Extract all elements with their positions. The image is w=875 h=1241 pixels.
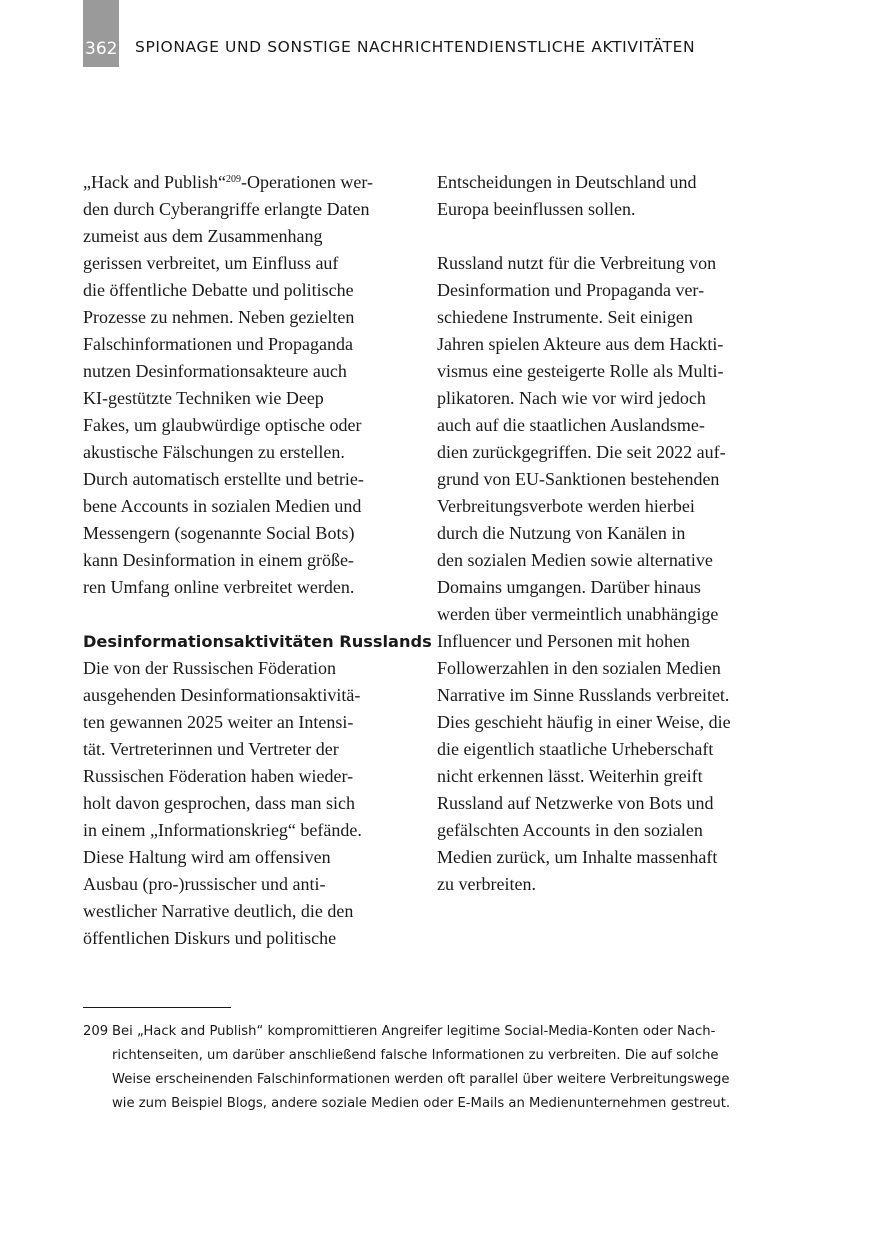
footnote-line: Weise erscheinenden Falschinformationen werden oft parallel über weitere Verbreitungswege — [112, 1072, 730, 1087]
paragraph-line: Die von der Russischen Föderation — [83, 658, 336, 678]
paragraph-line: grund von EU-Sanktionen bestehenden — [437, 469, 720, 489]
paragraph-line: zumeist aus dem Zusammenhang — [83, 226, 323, 246]
paragraph-line: durch die Nutzung von Kanälen in — [437, 523, 686, 543]
page-number-box — [83, 0, 119, 67]
paragraph-line: den durch Cyberangriffe erlangte Daten — [83, 199, 370, 219]
page-number: 362 — [85, 39, 118, 59]
paragraph-line: holt davon gesprochen, dass man sich — [83, 793, 355, 813]
paragraph-line: Domains umgangen. Darüber hinaus — [437, 577, 701, 597]
paragraph-line: vismus eine gesteigerte Rolle als Multi- — [437, 361, 724, 381]
paragraph-spacer — [437, 223, 767, 250]
paragraph-line: die eigentlich staatliche Urheberschaft — [437, 739, 714, 759]
paragraph-line: kann Desinformation in einem größe- — [83, 550, 354, 570]
paragraph-line: werden über vermeintlich unabhängige — [437, 604, 719, 624]
paragraph-line: akustische Fälschungen zu erstellen. — [83, 442, 345, 462]
paragraph-line: plikatoren. Nach wie vor wird jedoch — [437, 388, 706, 408]
hack-and-publish-term: „Hack and Publish“ — [83, 172, 226, 192]
paragraph — [83, 196, 418, 601]
paragraph-line: nicht erkennen lässt. Weiterhin greift — [437, 766, 703, 786]
paragraph-line: den sozialen Medien sowie alternative — [437, 550, 713, 570]
paragraph-line: Narrative im Sinne Russlands verbreitet. — [437, 685, 730, 705]
paragraph-line: Medien zurück, um Inhalte massenhaft — [437, 847, 718, 867]
section-heading: Desinformationsaktivitäten Russlands — [83, 632, 432, 651]
paragraph-line: Durch automatisch erstellte und betrie- — [83, 469, 364, 489]
paragraph-line: die öffentliche Debatte und politische — [83, 280, 354, 300]
paragraph-line: Influencer und Personen mit hohen — [437, 631, 690, 651]
paragraph-line: dien zurückgegriffen. Die seit 2022 auf- — [437, 442, 726, 462]
footnote-separator — [83, 1007, 231, 1008]
footnote-reference[interactable]: 209 — [225, 174, 241, 185]
paragraph-line: Ausbau (pro-)russischer und anti- — [83, 874, 326, 894]
running-header: SPIONAGE UND SONSTIGE NACHRICHTENDIENSTLICHE AKTIVITÄTEN — [135, 38, 696, 56]
paragraph-line: Falschinformationen und Propaganda — [83, 334, 353, 354]
paragraph-line: auch auf die staatlichen Auslandsme- — [437, 415, 705, 435]
paragraph-line: bene Accounts in sozialen Medien und — [83, 496, 362, 516]
paragraph — [83, 655, 418, 952]
footnote-text: Bei „Hack and Publish“ kompromittieren Angreifer legitime Social-Media-Konten oder Nach- — [112, 1024, 716, 1039]
left-column — [83, 169, 432, 952]
paragraph-line: Prozesse zu nehmen. Neben gezielten — [83, 307, 355, 327]
paragraph-line: Russland auf Netzwerke von Bots und — [437, 793, 714, 813]
paragraph-line: nutzen Desinformationsakteure auch — [83, 361, 347, 381]
paragraph-line: Fakes, um glaubwürdige optische oder — [83, 415, 362, 435]
paragraph-line: ten gewannen 2025 weiter an Intensi- — [83, 712, 354, 732]
paragraph-line: tät. Vertreterinnen und Vertreter der — [83, 739, 339, 759]
paragraph-line: Entscheidungen in Deutschland und — [437, 172, 697, 192]
paragraph-line: Russischen Föderation haben wieder- — [83, 766, 354, 786]
paragraph-line: ren Umfang online verbreitet werden. — [83, 577, 355, 597]
paragraph-line: Europa beeinflussen sollen. — [437, 199, 636, 219]
footnote-number: 209 — [83, 1024, 109, 1039]
paragraph-line: gefälschten Accounts in den sozialen — [437, 820, 703, 840]
paragraph-spacer — [83, 601, 418, 628]
paragraph-line: KI-gestützte Techniken wie Deep — [83, 388, 324, 408]
paragraph-line: Desinformation und Propaganda ver- — [437, 280, 705, 300]
paragraph-line: schiedene Instrumente. Seit einigen — [437, 307, 693, 327]
paragraph-line: ausgehenden Desinformationsaktivitä- — [83, 685, 361, 705]
paragraph-line: in einem „Informationskrieg“ befände. — [83, 820, 362, 840]
paragraph-line: gerissen verbreitet, um Einfluss auf — [83, 253, 339, 273]
paragraph-line: Diese Haltung wird am offensiven — [83, 847, 331, 867]
paragraph-line: zu verbreiten. — [437, 874, 536, 894]
paragraph-line: Jahren spielen Akteure aus dem Hackti- — [437, 334, 724, 354]
paragraph — [437, 250, 767, 898]
paragraph-line: öffentlichen Diskurs und politische — [83, 928, 337, 948]
paragraph-line — [83, 169, 418, 196]
paragraph-line-rest: -Operationen wer- — [240, 172, 374, 192]
footnote-line: richtenseiten, um darüber anschließend falsche Informationen zu verbreiten. Die auf solche — [112, 1048, 719, 1063]
paragraph — [437, 169, 767, 223]
paragraph-line: Russland nutzt für die Verbreitung von — [437, 253, 717, 273]
paragraph-line: Dies geschieht häufig in einer Weise, die — [437, 712, 731, 732]
footnote-line — [83, 1020, 783, 1044]
footnote-line: wie zum Beispiel Blogs, andere soziale Medien oder E-Mails an Medienunternehmen gestreut. — [112, 1096, 731, 1111]
footnote — [83, 1020, 783, 1116]
paragraph-line: westlicher Narrative deutlich, die den — [83, 901, 354, 921]
paragraph-line: Verbreitungsverbote werden hierbei — [437, 496, 695, 516]
paragraph-line: Followerzahlen in den sozialen Medien — [437, 658, 721, 678]
paragraph-line: Messengern (sogenannte Social Bots) — [83, 523, 355, 543]
right-column — [437, 169, 767, 898]
